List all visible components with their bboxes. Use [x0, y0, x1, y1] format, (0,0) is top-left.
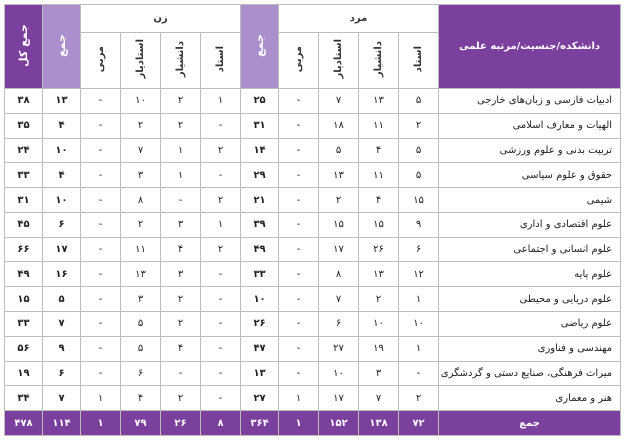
female-sum-cell: ۴ [43, 163, 81, 188]
table-row [5, 287, 621, 312]
male-associate-cell: ۷ [359, 386, 399, 411]
female-instructor-cell: - [81, 287, 121, 312]
male-associate-cell: ۱۰ [359, 312, 399, 337]
totals-female-instructor-cell: ۱ [81, 411, 121, 436]
male-professor-cell: ۱ [399, 336, 439, 361]
faculty-name-cell: علوم دریایی و محیطی [439, 287, 621, 312]
female-associate-cell: ۲ [161, 386, 201, 411]
female-assistant-cell: ۳ [121, 287, 161, 312]
female-instructor-cell: ۱ [81, 386, 121, 411]
male-sum-cell: ۱۳ [241, 361, 279, 386]
male-assistant-cell: ۱۰ [319, 361, 359, 386]
grand-total-cell: ۱۵ [5, 287, 43, 312]
faculty-name-cell: تربیت بدنی و علوم ورزشی [439, 138, 621, 163]
grand-total-cell: ۲۴ [5, 138, 43, 163]
female-professor-cell: ۱ [201, 212, 241, 237]
male-assistant-cell: ۷ [319, 287, 359, 312]
female-sum-cell: ۶ [43, 212, 81, 237]
female-instructor-cell: - [81, 89, 121, 114]
male-assistant-header: استادیار [319, 33, 359, 89]
female-instructor-header: مربی [81, 33, 121, 89]
table-row [5, 212, 621, 237]
male-sum-cell: ۲۵ [241, 89, 279, 114]
female-assistant-header: استادیار [121, 33, 161, 89]
female-professor-cell: - [201, 163, 241, 188]
male-instructor-cell: - [279, 163, 319, 188]
male-associate-cell: ۴ [359, 138, 399, 163]
female-instructor-cell: - [81, 361, 121, 386]
female-sum-cell: ۴ [43, 113, 81, 138]
male-sum-cell: ۲۶ [241, 312, 279, 337]
male-professor-cell: ۵ [399, 163, 439, 188]
female-associate-cell: ۲ [161, 312, 201, 337]
female-professor-cell: - [201, 287, 241, 312]
male-instructor-cell: - [279, 89, 319, 114]
male-assistant-cell: ۲ [319, 188, 359, 213]
male-sum-cell: ۲۹ [241, 163, 279, 188]
table-row [5, 361, 621, 386]
male-associate-cell: ۱۱ [359, 163, 399, 188]
female-professor-cell: - [201, 336, 241, 361]
male-instructor-cell: - [279, 113, 319, 138]
male-instructor-cell: - [279, 361, 319, 386]
male-instructor-cell: - [279, 237, 319, 262]
female-professor-header: استاد [201, 33, 241, 89]
female-sum-cell: ۶ [43, 361, 81, 386]
male-professor-cell: ۵ [399, 89, 439, 114]
male-sum-cell: ۲۷ [241, 386, 279, 411]
male-sum-header: جمع [241, 5, 279, 89]
female-group-header: زن [81, 5, 241, 33]
female-associate-cell: ۲ [161, 113, 201, 138]
faculty-table [4, 4, 621, 436]
table-row [5, 237, 621, 262]
female-instructor-cell: - [81, 138, 121, 163]
male-instructor-cell: - [279, 336, 319, 361]
male-instructor-cell: ۱ [279, 386, 319, 411]
category-header: دانشکده/جنسیت/مرتبه علمی [439, 5, 621, 89]
totals-male-sum-cell: ۳۶۴ [241, 411, 279, 436]
male-instructor-header: مربی [279, 33, 319, 89]
male-associate-cell: ۱۵ [359, 212, 399, 237]
faculty-name-cell: علوم ریاضی [439, 312, 621, 337]
male-professor-cell: ۱ [399, 287, 439, 312]
male-assistant-cell: ۱۳ [319, 163, 359, 188]
female-instructor-cell: - [81, 113, 121, 138]
male-associate-cell: ۱۹ [359, 336, 399, 361]
male-assistant-cell: ۱۷ [319, 237, 359, 262]
totals-grand-total-cell: ۴۷۸ [5, 411, 43, 436]
male-professor-cell: - [399, 361, 439, 386]
male-sum-cell: ۳۹ [241, 212, 279, 237]
table-row [5, 262, 621, 287]
female-sum-cell: ۱۰ [43, 188, 81, 213]
female-assistant-cell: ۸ [121, 188, 161, 213]
male-assistant-cell: ۸ [319, 262, 359, 287]
female-professor-cell: ۲ [201, 188, 241, 213]
faculty-name-cell: میراث فرهنگی، صنایع دستی و گردشگری [439, 361, 621, 386]
male-professor-header: استاد [399, 33, 439, 89]
male-professor-cell: ۱۲ [399, 262, 439, 287]
female-professor-cell: - [201, 386, 241, 411]
male-assistant-cell: ۱۷ [319, 386, 359, 411]
male-assistant-cell: ۷ [319, 89, 359, 114]
male-instructor-cell: - [279, 188, 319, 213]
totals-male-professor-cell: ۷۲ [399, 411, 439, 436]
totals-male-associate-cell: ۱۳۸ [359, 411, 399, 436]
table-row [5, 188, 621, 213]
male-associate-cell: ۱۳ [359, 89, 399, 114]
female-professor-cell: - [201, 262, 241, 287]
table-row [5, 113, 621, 138]
faculty-name-cell: الهیات و معارف اسلامی [439, 113, 621, 138]
male-sum-cell: ۳۱ [241, 113, 279, 138]
faculty-name-cell: هنر و معماری [439, 386, 621, 411]
male-professor-cell: ۱۵ [399, 188, 439, 213]
female-sum-cell: ۵ [43, 287, 81, 312]
male-sum-cell: ۱۰ [241, 287, 279, 312]
female-instructor-cell: - [81, 312, 121, 337]
female-assistant-cell: ۵ [121, 336, 161, 361]
totals-female-sum-cell: ۱۱۴ [43, 411, 81, 436]
table-row [5, 386, 621, 411]
faculty-name-cell: شیمی [439, 188, 621, 213]
female-assistant-cell: ۷ [121, 138, 161, 163]
female-sum-cell: ۹ [43, 336, 81, 361]
totals-female-associate-cell: ۲۶ [161, 411, 201, 436]
female-associate-cell: ۳ [161, 212, 201, 237]
female-professor-cell: ۲ [201, 138, 241, 163]
female-professor-cell: - [201, 312, 241, 337]
grand-total-cell: ۳۳ [5, 312, 43, 337]
male-assistant-cell: ۵ [319, 138, 359, 163]
female-assistant-cell: ۴ [121, 386, 161, 411]
male-sum-cell: ۴۷ [241, 336, 279, 361]
female-sum-cell: ۱۷ [43, 237, 81, 262]
female-sum-cell: ۱۶ [43, 262, 81, 287]
faculty-name-cell: مهندسی و فناوری [439, 336, 621, 361]
female-instructor-cell: - [81, 262, 121, 287]
faculty-name-cell: علوم پایه [439, 262, 621, 287]
female-associate-cell: - [161, 361, 201, 386]
male-instructor-cell: - [279, 138, 319, 163]
grand-total-cell: ۳۱ [5, 188, 43, 213]
female-associate-cell: ۲ [161, 287, 201, 312]
male-associate-cell: ۱۳ [359, 262, 399, 287]
totals-female-assistant-cell: ۷۹ [121, 411, 161, 436]
male-associate-cell: ۴ [359, 188, 399, 213]
grand-total-cell: ۳۴ [5, 386, 43, 411]
grand-total-cell: ۵۶ [5, 336, 43, 361]
male-sum-cell: ۴۹ [241, 237, 279, 262]
faculty-name-cell: علوم اقتصادی و اداری [439, 212, 621, 237]
faculty-name-cell: علوم انسانی و اجتماعی [439, 237, 621, 262]
female-professor-cell: ۲ [201, 237, 241, 262]
faculty-name-cell: حقوق و علوم سیاسی [439, 163, 621, 188]
female-assistant-cell: ۱۱ [121, 237, 161, 262]
grand-total-cell: ۴۹ [5, 262, 43, 287]
table-row [5, 89, 621, 114]
grand-total-cell: ۶۶ [5, 237, 43, 262]
totals-male-instructor-cell: ۱ [279, 411, 319, 436]
female-assistant-cell: ۵ [121, 312, 161, 337]
female-professor-cell: ۱ [201, 89, 241, 114]
female-instructor-cell: - [81, 237, 121, 262]
female-sum-cell: ۷ [43, 312, 81, 337]
table-row [5, 336, 621, 361]
male-professor-cell: ۵ [399, 138, 439, 163]
male-associate-cell: ۳ [359, 361, 399, 386]
totals-female-professor-cell: ۸ [201, 411, 241, 436]
female-associate-cell: ۱ [161, 138, 201, 163]
male-instructor-cell: - [279, 212, 319, 237]
female-associate-cell: ۱ [161, 163, 201, 188]
table-row [5, 163, 621, 188]
grand-total-cell: ۳۸ [5, 89, 43, 114]
female-assistant-cell: ۲ [121, 212, 161, 237]
female-associate-cell: ۲ [161, 89, 201, 114]
grand-total-cell: ۱۹ [5, 361, 43, 386]
male-instructor-cell: - [279, 262, 319, 287]
male-associate-cell: ۲۶ [359, 237, 399, 262]
table-row [5, 312, 621, 337]
male-assistant-cell: ۱۸ [319, 113, 359, 138]
female-associate-cell: ۳ [161, 262, 201, 287]
female-instructor-cell: - [81, 212, 121, 237]
male-professor-cell: ۲ [399, 113, 439, 138]
male-sum-cell: ۲۱ [241, 188, 279, 213]
grand-total-cell: ۳۵ [5, 113, 43, 138]
totals-faculty-name-cell: جمع [439, 411, 621, 436]
grand-total-cell: ۳۳ [5, 163, 43, 188]
female-assistant-cell: ۱۳ [121, 262, 161, 287]
female-professor-cell: - [201, 113, 241, 138]
female-assistant-cell: ۶ [121, 361, 161, 386]
female-sum-cell: ۱۰ [43, 138, 81, 163]
male-associate-cell: ۲ [359, 287, 399, 312]
female-assistant-cell: ۳ [121, 163, 161, 188]
female-instructor-cell: - [81, 336, 121, 361]
male-professor-cell: ۲ [399, 386, 439, 411]
male-instructor-cell: - [279, 312, 319, 337]
female-professor-cell: - [201, 361, 241, 386]
female-sum-header: جمع [43, 5, 81, 89]
female-sum-cell: ۱۳ [43, 89, 81, 114]
female-associate-cell: ۴ [161, 336, 201, 361]
male-professor-cell: ۹ [399, 212, 439, 237]
female-associate-header: دانشیار [161, 33, 201, 89]
female-assistant-cell: ۱۰ [121, 89, 161, 114]
grand-total-header: جمع کل [5, 5, 43, 89]
female-associate-cell: ۴ [161, 237, 201, 262]
male-professor-cell: ۱۰ [399, 312, 439, 337]
totals-male-assistant-cell: ۱۵۲ [319, 411, 359, 436]
male-sum-cell: ۳۳ [241, 262, 279, 287]
male-associate-cell: ۱۱ [359, 113, 399, 138]
totals-row [5, 411, 621, 436]
table-row [5, 138, 621, 163]
male-instructor-cell: - [279, 287, 319, 312]
female-instructor-cell: - [81, 163, 121, 188]
male-assistant-cell: ۱۵ [319, 212, 359, 237]
grand-total-cell: ۴۵ [5, 212, 43, 237]
male-sum-cell: ۱۴ [241, 138, 279, 163]
male-assistant-cell: ۲۷ [319, 336, 359, 361]
female-instructor-cell: - [81, 188, 121, 213]
male-professor-cell: ۶ [399, 237, 439, 262]
female-assistant-cell: ۲ [121, 113, 161, 138]
male-associate-header: دانشیار [359, 33, 399, 89]
male-group-header: مرد [279, 5, 439, 33]
female-sum-cell: ۷ [43, 386, 81, 411]
female-associate-cell: - [161, 188, 201, 213]
faculty-name-cell: ادبیات فارسی و زبان‌های خارجی [439, 89, 621, 114]
male-assistant-cell: ۶ [319, 312, 359, 337]
